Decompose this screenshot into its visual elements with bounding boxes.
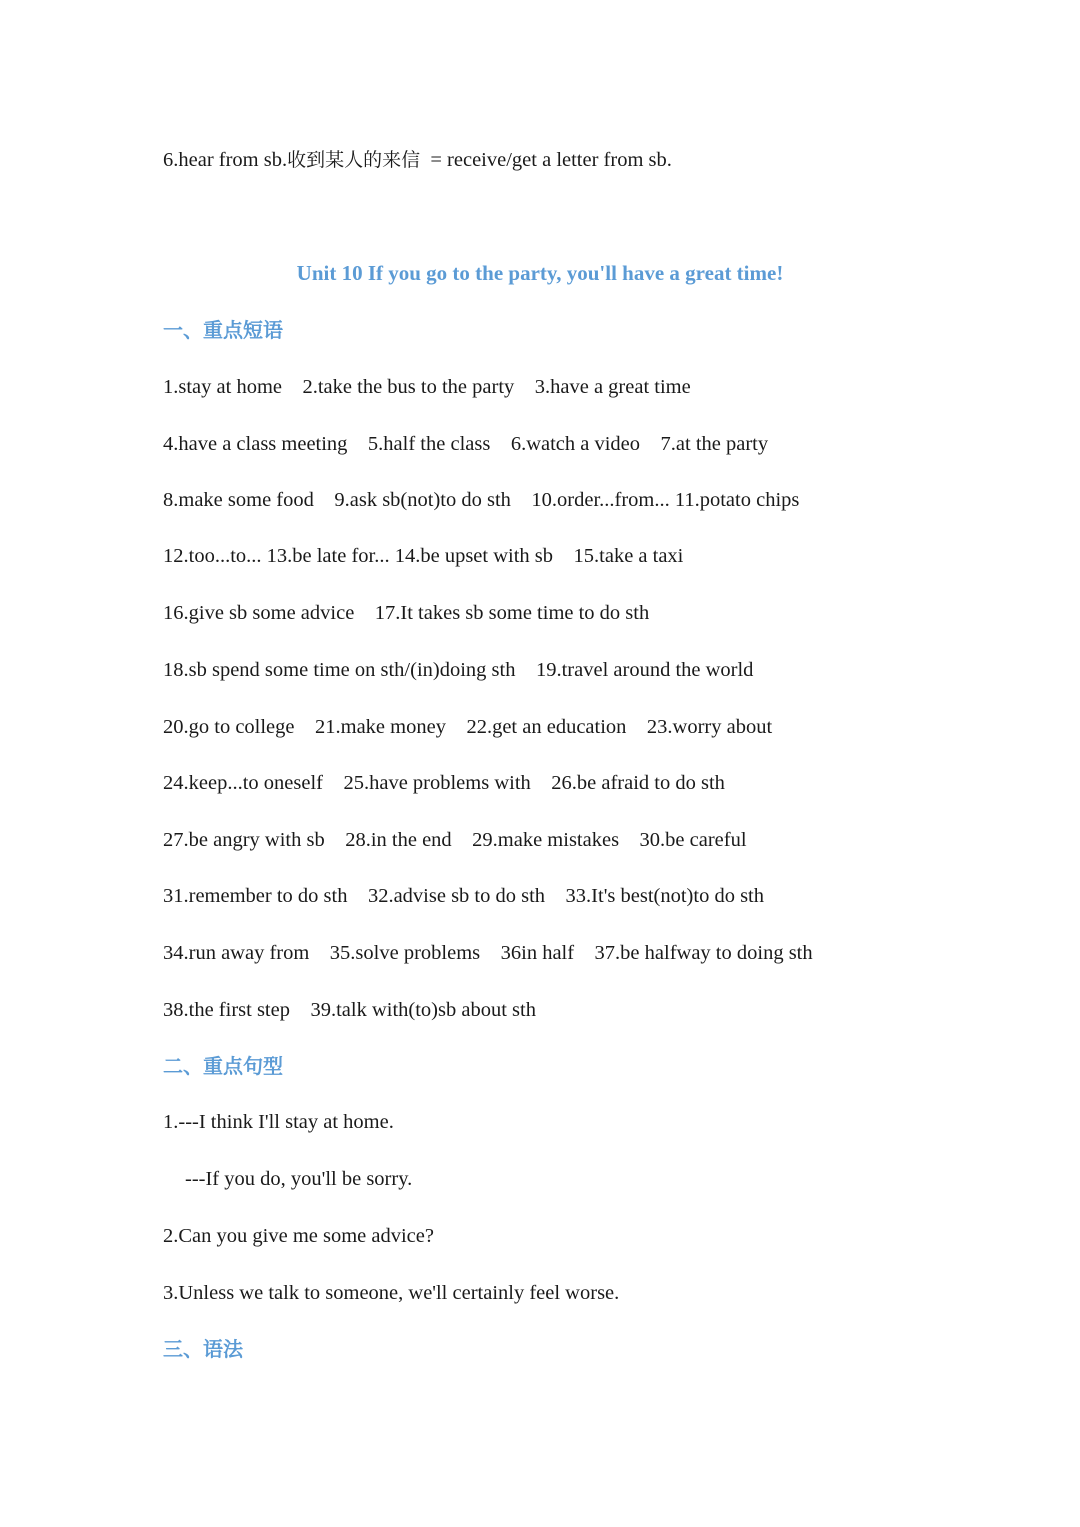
sentence-line: ---If you do, you'll be sorry. <box>185 1168 413 1190</box>
phrase-line: 4.have a class meeting 5.half the class 6.watch a video 7.at the party <box>163 433 769 455</box>
phrase-line: 1.stay at home 2.take the bus to the party 3.have a great time <box>163 376 691 398</box>
top-phrase-english: 6.hear from sb. <box>163 149 288 171</box>
top-phrase-item <box>163 146 672 174</box>
phrase-line: 38.the first step 39.talk with(to)sb about sth <box>163 999 536 1021</box>
sentence-line: 1.---I think I'll stay at home. <box>163 1111 394 1133</box>
phrase-line: 20.go to college 21.make money 22.get an education 23.worry about <box>163 716 773 738</box>
unit-title: Unit 10 If you go to the party, you'll have a great time! <box>296 261 784 285</box>
section-heading-key-phrases: 一、重点短语 <box>163 318 283 342</box>
section-heading-grammar: 三、语法 <box>163 1337 243 1361</box>
top-phrase-equivalent: = receive/get a letter from sb. <box>420 149 672 171</box>
phrase-line: 24.keep...to oneself 25.have problems with 26.be afraid to do sth <box>163 772 725 794</box>
sentence-line: 3.Unless we talk to someone, we'll certainly feel worse. <box>163 1282 620 1304</box>
section-heading-key-sentences: 二、重点句型 <box>163 1054 283 1078</box>
sentence-line: 2.Can you give me some advice? <box>163 1225 434 1247</box>
top-phrase-chinese: 收到某人的来信 <box>287 149 421 171</box>
phrase-line: 27.be angry with sb 28.in the end 29.make mistakes 30.be careful <box>163 829 747 851</box>
phrase-line: 31.remember to do sth 32.advise sb to do sth 33.It's best(not)to do sth <box>163 885 764 907</box>
phrase-line: 12.too...to... 13.be late for... 14.be upset with sb 15.take a taxi <box>163 545 684 567</box>
phrase-line: 8.make some food 9.ask sb(not)to do sth 10.order...from... 11.potato chips <box>163 489 800 511</box>
phrase-line: 34.run away from 35.solve problems 36in half 37.be halfway to doing sth <box>163 942 813 964</box>
phrase-line: 18.sb spend some time on sth/(in)doing sth 19.travel around the world <box>163 659 754 681</box>
phrase-line: 16.give sb some advice 17.It takes sb some time to do sth <box>163 602 650 624</box>
